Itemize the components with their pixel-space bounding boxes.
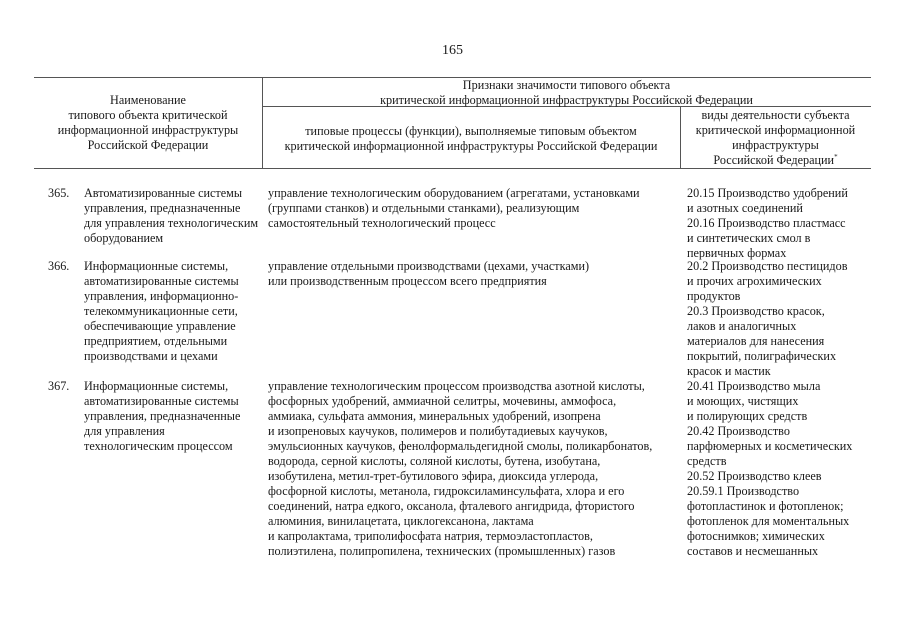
- table-cell-line: лаков и аналогичных: [687, 319, 797, 333]
- table-cell-line: изобутилена, метил-трет-бутилового эфира, диоксида углерода,: [268, 469, 599, 483]
- table-cell-line: полиэтилена, полипропилена, технических (промышленных) газов: [268, 544, 616, 558]
- row-number: 366.: [48, 259, 70, 273]
- table-cell-line: управления, предназначенные: [84, 409, 241, 423]
- table-cell-line: оборудованием: [84, 231, 164, 245]
- row-number: 365.: [48, 186, 70, 200]
- row-activities: [687, 186, 848, 261]
- table-cell-line: фотопленок для моментальных: [687, 514, 850, 528]
- table-cell-line: 20.16 Производство пластмасс: [687, 216, 846, 230]
- table-cell-line: составов и несмешанных: [687, 544, 819, 558]
- header-text-line: критической информационной инфраструктуры Российской Федерации: [380, 93, 753, 107]
- header-text-line: типовые процессы (функции), выполняемые типовым объектом: [305, 124, 637, 138]
- table-cell-line: или производственным процессом всего предприятия: [268, 274, 547, 288]
- table-cell-line: аммиака, сульфата аммония, минеральных удобрений, изопрена: [268, 409, 601, 423]
- table-cell-line: покрытий, полиграфических: [687, 349, 837, 363]
- table-cell-line: (группами станков) и отдельными станками), реализующим: [268, 201, 580, 215]
- table-cell-line: 20.42 Производство: [687, 424, 790, 438]
- table-cell-line: управление отдельными производствами (цехами, участками): [268, 259, 590, 273]
- row-name: [84, 186, 258, 246]
- row-processes: [268, 259, 589, 289]
- table-cell-line: и прочих агрохимических: [687, 274, 822, 288]
- table-cell-line: средств: [687, 454, 727, 468]
- footnote-mark: *: [834, 153, 838, 161]
- table-cell-line: 20.41 Производство мыла: [687, 379, 821, 393]
- table-cell-line: 20.2 Производство пестицидов: [687, 259, 848, 273]
- table-cell-line: алюминия, винилацетата, циклогексанона, лактама: [268, 514, 534, 528]
- table-cell-line: и моющих, чистящих: [687, 394, 799, 408]
- header-name-column: [34, 93, 262, 153]
- table-cell-line: и изопреновых каучуков, полимеров и полибутадиевых каучуков,: [268, 424, 608, 438]
- row-name: [84, 379, 240, 454]
- header-text-line: критической информационной инфраструктуры Российской Федерации: [284, 139, 658, 153]
- row-activities: [687, 379, 852, 559]
- header-text-line: [680, 153, 871, 168]
- header-text-line: Наименование: [110, 93, 186, 107]
- table-cell-line: самостоятельный технологический процесс: [268, 216, 496, 230]
- table-cell-line: фосфорных удобрений, аммиачной селитры, мочевины, аммофоса,: [268, 394, 617, 408]
- header-processes-column: [262, 124, 680, 154]
- table-cell-line: материалов для нанесения: [687, 334, 825, 348]
- table-cell-line: технологическим процессом: [84, 439, 233, 453]
- table-cell-line: для управления: [84, 424, 165, 438]
- table-cell-line: парфюмерных и косметических: [687, 439, 853, 453]
- table-cell-line: управления, информационно-: [84, 289, 239, 303]
- table-cell-line: автоматизированные системы: [84, 274, 239, 288]
- table-cell-line: для управления технологическим: [84, 216, 259, 230]
- table-cell-line: эмульсионных каучуков, фенолформальдегидной смолы, поликарбонатов,: [268, 439, 653, 453]
- table-cell-line: 20.52 Производство клеев: [687, 469, 822, 483]
- table-cell-line: фотопластинок и фотопленок;: [687, 499, 844, 513]
- header-bottom-rule: [34, 168, 871, 169]
- header-text-line: Российской Федерации: [713, 153, 835, 167]
- table-cell-line: фосфорной кислоты, метанола, гидроксиламинсульфата, хлора и его: [268, 484, 625, 498]
- header-text-line: Признаки значимости типового объекта: [462, 78, 671, 92]
- header-group-title: [262, 78, 871, 108]
- table-cell-line: управление технологическим процессом производства азотной кислоты,: [268, 379, 645, 393]
- row-activities: [687, 259, 847, 379]
- table-cell-line: и капролактама, триполифосфата натрия, термоэластопластов,: [268, 529, 593, 543]
- table-cell-line: 20.3 Производство красок,: [687, 304, 825, 318]
- table-cell-line: и синтетических смол в: [687, 231, 811, 245]
- header-text-line: информационной инфраструктуры: [57, 123, 239, 137]
- row-processes: [268, 186, 640, 231]
- table-cell-line: управление технологическим оборудованием (агрегатами, установками: [268, 186, 640, 200]
- table-cell-line: обеспечивающие управление: [84, 319, 236, 333]
- table-cell-line: Информационные системы,: [84, 259, 229, 273]
- table-cell-line: управления, предназначенные: [84, 201, 241, 215]
- table-cell-line: Автоматизированные системы: [84, 186, 243, 200]
- table-cell-line: первичных формах: [687, 246, 787, 260]
- table-cell-line: автоматизированные системы: [84, 394, 239, 408]
- table-cell-line: Информационные системы,: [84, 379, 229, 393]
- table-cell-line: и азотных соединений: [687, 201, 803, 215]
- table-cell-line: красок и мастик: [687, 364, 771, 378]
- table-cell-line: предприятием, отдельными: [84, 334, 228, 348]
- header-text-line: инфраструктуры: [732, 138, 819, 152]
- header-text-line: Российской Федерации: [87, 138, 209, 152]
- table-cell-line: производствами и цехами: [84, 349, 218, 363]
- row-name: [84, 259, 239, 364]
- row-number: 367.: [48, 379, 70, 393]
- table-cell-line: соединений, натра едкого, оксанола, фталевого ангидрида, фтористого: [268, 499, 635, 513]
- header-text-line: критической информационной: [695, 123, 856, 137]
- table-cell-line: фотоснимков; химических: [687, 529, 825, 543]
- row-processes: [268, 379, 652, 559]
- table-cell-line: и полирующих средств: [687, 409, 808, 423]
- table-cell-line: 20.59.1 Производство: [687, 484, 800, 498]
- table-cell-line: водорода, серной кислоты, соляной кислоты, бутена, изобутана,: [268, 454, 601, 468]
- header-activities-column: [680, 108, 871, 168]
- table-cell-line: телекоммуникационные сети,: [84, 304, 238, 318]
- table-cell-line: продуктов: [687, 289, 741, 303]
- table-cell-line: 20.15 Производство удобрений: [687, 186, 848, 200]
- header-text-line: типового объекта критической: [68, 108, 228, 122]
- header-text-line: виды деятельности субъекта: [701, 108, 850, 122]
- page-number: 165: [442, 43, 463, 58]
